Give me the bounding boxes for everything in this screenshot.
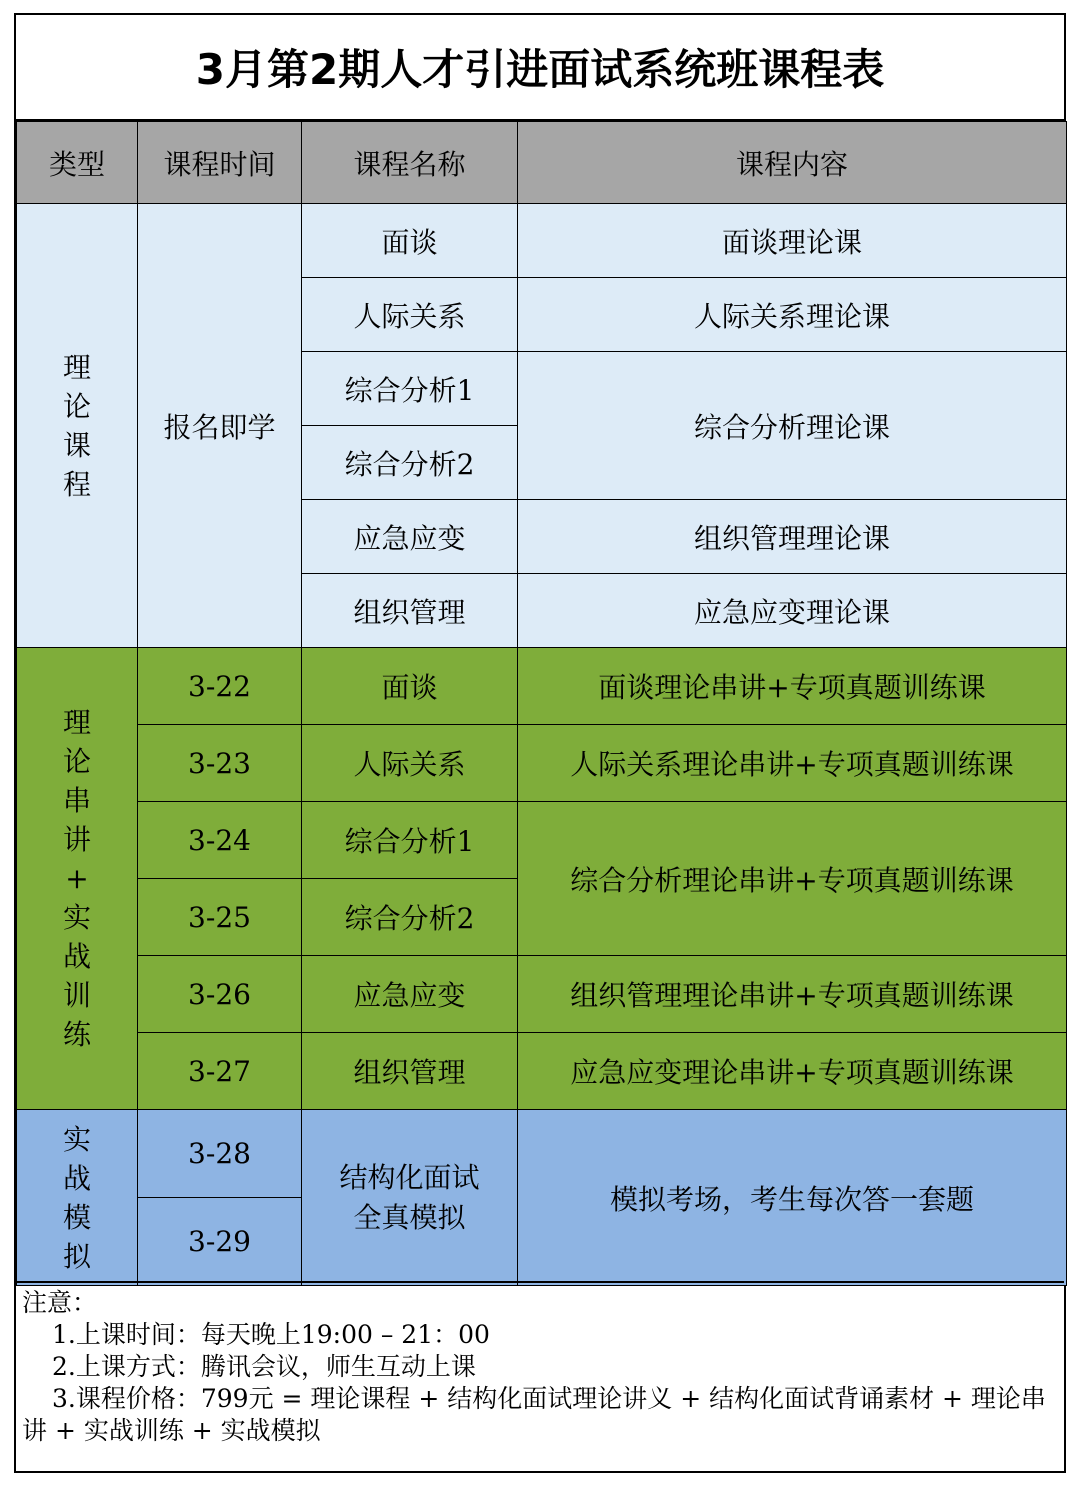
course-content: 组织管理理论课: [518, 500, 1067, 574]
course-date: 3-26: [138, 956, 302, 1033]
course-name: [302, 1110, 518, 1286]
course-name-line2: 全真模拟: [353, 1200, 466, 1234]
type-simulation: [17, 1110, 138, 1286]
vertical-char: 理: [62, 706, 91, 739]
course-content: 组织管理理论串讲+专项真题训练课: [518, 956, 1067, 1033]
table-row: [17, 1110, 1067, 1198]
course-name: 应急应变: [302, 956, 518, 1033]
vertical-char: 论: [62, 389, 91, 423]
vertical-char: 串: [62, 784, 91, 817]
header-content: 课程内容: [518, 122, 1067, 204]
note-item: 1.上课时间：每天晚上19:00 – 21：00: [52, 1320, 490, 1349]
course-content: 综合分析理论串讲+专项真题训练课: [518, 802, 1067, 956]
course-content: 人际关系理论串讲+专项真题训练课: [518, 725, 1067, 802]
notes-heading: 注意：: [22, 1288, 98, 1317]
vertical-char: 训: [62, 979, 91, 1012]
vertical-char: 战: [62, 940, 91, 973]
course-content: 面谈理论课: [518, 204, 1067, 278]
note-item: [22, 1383, 1056, 1447]
course-name: 综合分析2: [302, 879, 518, 956]
course-content: 人际关系理论课: [518, 278, 1067, 352]
course-content: 综合分析理论课: [518, 352, 1067, 500]
course-name: 综合分析1: [302, 802, 518, 879]
course-date: 3-29: [138, 1198, 302, 1286]
table-row: [17, 725, 1067, 802]
course-content: 应急应变理论串讲+专项真题训练课: [518, 1033, 1067, 1110]
vertical-char: 拟: [62, 1239, 91, 1273]
note-item: 2.上课方式：腾讯会议，师生互动上课: [52, 1352, 476, 1381]
table-row: [17, 648, 1067, 725]
course-date: 3-25: [138, 879, 302, 956]
header-row: [17, 122, 1067, 204]
vertical-char: +: [65, 862, 89, 895]
table-row: [17, 1033, 1067, 1110]
type-training: [17, 648, 138, 1110]
course-date: 3-28: [138, 1110, 302, 1198]
table-row: [17, 204, 1067, 278]
note-item-text: 3.课程价格：799元 = 理论课程 + 结构化面试理论讲义 + 结构化面试背诵素材 + 理论串讲 + 实战训练 + 实战模拟: [22, 1384, 1046, 1445]
course-name-line1: 结构化面试: [339, 1160, 480, 1194]
course-name: 面谈: [302, 204, 518, 278]
table-row: [17, 802, 1067, 879]
vertical-char: 程: [62, 467, 91, 501]
course-date: 3-27: [138, 1033, 302, 1110]
course-name: 组织管理: [302, 574, 518, 648]
course-content: 应急应变理论课: [518, 574, 1067, 648]
course-name: 人际关系: [302, 278, 518, 352]
course-name: 综合分析1: [302, 352, 518, 426]
header-time: 课程时间: [138, 122, 302, 204]
course-date: 3-23: [138, 725, 302, 802]
course-date: 3-22: [138, 648, 302, 725]
type-training-label: [17, 703, 137, 1054]
vertical-char: 练: [62, 1018, 91, 1051]
vertical-char: 模: [62, 1200, 91, 1234]
course-name: 组织管理: [302, 1033, 518, 1110]
course-name: 人际关系: [302, 725, 518, 802]
course-name: 综合分析2: [302, 426, 518, 500]
course-content: 模拟考场，考生每次答一套题: [518, 1110, 1067, 1286]
vertical-char: 理: [62, 350, 91, 384]
notes-section: [16, 1281, 1064, 1471]
schedule-frame: [14, 13, 1066, 1473]
type-theory: [17, 204, 138, 648]
vertical-char: 讲: [62, 823, 91, 856]
header-type: 类型: [17, 122, 138, 204]
course-date: 3-24: [138, 802, 302, 879]
page-title: 3月第2期人才引进面试系统班课程表: [16, 15, 1064, 121]
course-name: 应急应变: [302, 500, 518, 574]
time-theory: 报名即学: [138, 204, 302, 648]
schedule-table: [16, 121, 1067, 1286]
vertical-char: 论: [62, 745, 91, 778]
vertical-char: 实: [62, 1122, 91, 1156]
course-content: 面谈理论串讲+专项真题训练课: [518, 648, 1067, 725]
course-name: 面谈: [302, 648, 518, 725]
vertical-char: 战: [62, 1161, 91, 1195]
type-simulation-label: [17, 1120, 137, 1276]
type-theory-label: [17, 348, 137, 504]
vertical-char: 实: [62, 901, 91, 934]
vertical-char: 课: [62, 428, 91, 462]
table-row: [17, 956, 1067, 1033]
header-name: 课程名称: [302, 122, 518, 204]
